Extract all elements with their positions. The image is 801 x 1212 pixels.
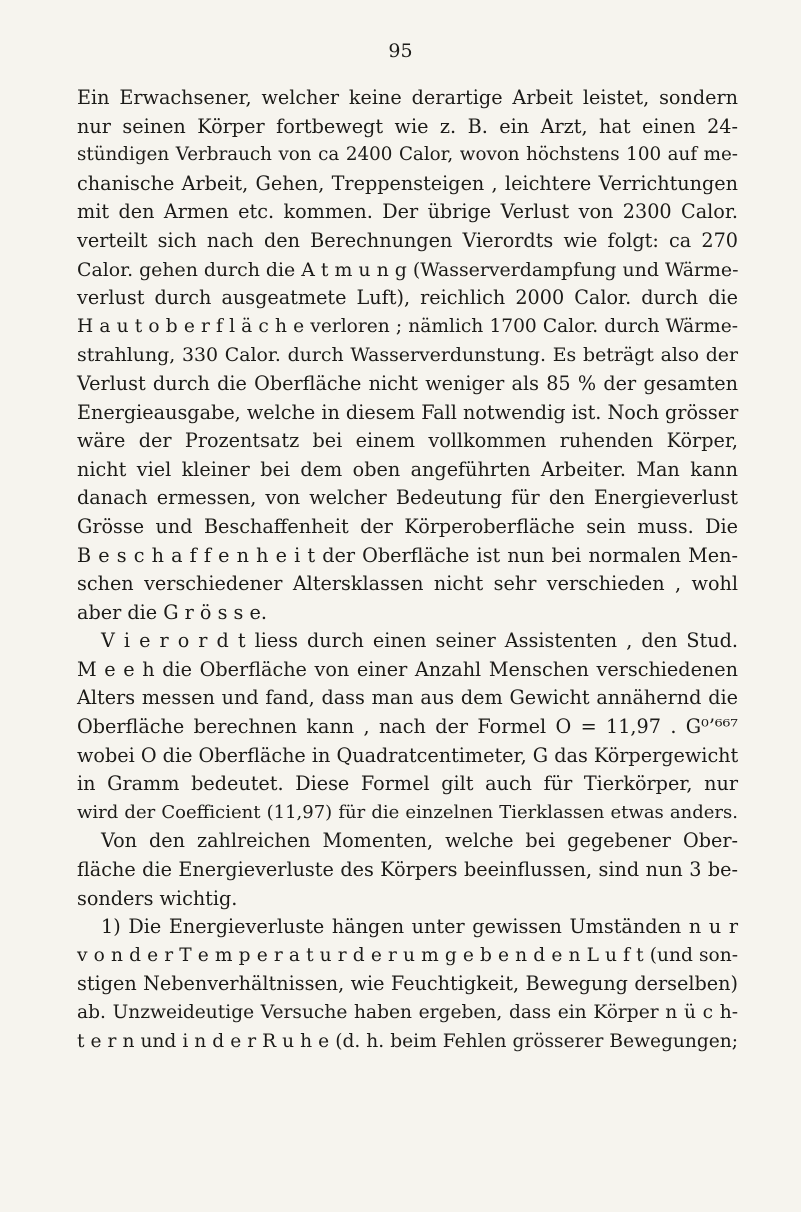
text-line: 1) Die Energieverluste hängen unter gewissen Umständen n u r [101, 915, 738, 939]
text-line: stündigen Verbrauch von ca 2400 Calor, wovon höchstens 100 auf me- [77, 144, 738, 166]
text-line: aber die G r ö s s e. [77, 600, 267, 624]
text-line: nur seinen Körper fortbewegt wie z. B. ein Arzt, hat einen 24- [77, 114, 738, 138]
text-line: strahlung, 330 Calor. durch Wasserverdunstung. Es beträgt also der [77, 344, 738, 367]
text-line: Energieausgabe, welche in diesem Fall notwendig ist. Noch grösser [77, 400, 739, 424]
text-line: Grösse und Beschaffenheit der Körperoberfläche sein muss. Die [77, 514, 738, 538]
text-line: Alters messen und fand, dass man aus dem Gewicht annähernd die [77, 686, 738, 710]
text-line: Verlust durch die Oberfläche nicht weniger als 85 % der gesamten [77, 371, 738, 395]
text-line: V i e r o r d t liess durch einen seiner Assistenten , den Stud. [101, 629, 738, 653]
text-line: Ein Erwachsener, welcher keine derartige Arbeit leistet, sondern [77, 86, 738, 109]
body-text [77, 84, 738, 1056]
text-line: Oberfläche berechnen kann , nach der Formel O = 11,97 . G⁰’⁶⁶⁷ [77, 715, 738, 739]
text-line: verteilt sich nach den Berechnungen Vierordts wie folgt: ca 270 [77, 228, 738, 252]
text-line: mit den Armen etc. kommen. Der übrige Verlust von 2300 Calor. [77, 200, 738, 224]
text-line: M e e h die Oberfläche von einer Anzahl Menschen verschiedenen [77, 657, 738, 681]
text-line: Von den zahlreichen Momenten, welche bei gegebener Ober- [101, 829, 738, 853]
text-line: verlust durch ausgeatmete Luft), reichlich 2000 Calor. durch die [77, 286, 738, 310]
page-number: 95 [388, 40, 413, 62]
text-line: danach ermessen, von welcher Bedeutung für den Energieverlust [77, 486, 738, 510]
text-line: in Gramm bedeutet. Diese Formel gilt auch für Tierkörper, nur [77, 772, 738, 796]
text-line: ab. Unzweideutige Versuche haben ergeben, dass ein Körper n ü c h- [77, 1002, 738, 1023]
text-line: nicht viel kleiner bei dem oben angeführten Arbeiter. Man kann [77, 457, 738, 481]
text-line: v o n d e r T e m p e r a t u r d e r u m g e b e n d e n L u f t (und son- [77, 944, 738, 966]
text-line: wird der Coefficient (11,97) für die einzelnen Tierklassen etwas anders. [77, 801, 738, 823]
text-line: chanische Arbeit, Gehen, Treppensteigen , leichtere Verrichtungen [77, 171, 738, 195]
text-line: schen verschiedener Altersklassen nicht sehr verschieden , wohl [77, 572, 738, 596]
text-line: t e r n und i n d e r R u h e (d. h. beim Fehlen grösserer Bewegungen; [77, 1030, 738, 1052]
text-line: sonders wichtig. [77, 886, 238, 910]
text-line: fläche die Energieverluste des Körpers beeinflussen, sind nun 3 be- [77, 858, 738, 882]
text-line: Calor. gehen durch die A t m u n g (Wasserverdampfung und Wärme- [77, 258, 739, 281]
text-line: wobei O die Oberfläche in Quadratcentimeter, G das Körpergewicht [77, 743, 739, 767]
text-line: H a u t o b e r f l ä c h e verloren ; nämlich 1700 Calor. durch Wärme- [77, 315, 738, 337]
text-line: B e s c h a f f e n h e i t der Oberfläche ist nun bei normalen Men- [77, 543, 738, 567]
text-line: wäre der Prozentsatz bei einem vollkommen ruhenden Körper, [77, 429, 738, 453]
text-line: stigen Nebenverhältnissen, wie Feuchtigkeit, Bewegung derselben) [77, 972, 738, 996]
